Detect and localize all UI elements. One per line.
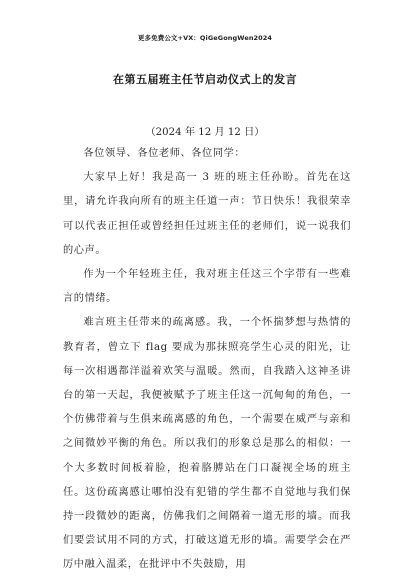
page-title: 在第五届班主任节启动仪式上的发言 bbox=[113, 73, 297, 86]
speech-body bbox=[63, 142, 351, 578]
salutation: 各位领导、各位老师、各位同学： bbox=[83, 148, 246, 159]
paragraph-2: 作为一个年轻班主任，我对班主任这三个字带有一些难言的情绪。 bbox=[63, 269, 351, 305]
speech-date: （2024 年 12 月 12 日） bbox=[145, 127, 265, 138]
paragraph-3: 难言班主任带来的疏离感。我，一个怀揣梦想与热情的教育者，曾立下 flag 要成为那抹照亮学生心灵的阳光，让每一次相遇都洋溢着欢笑与温暖。然而，自我踏入这神圣讲台的第一天起，我便被赋予了班主任这一沉甸甸的角色，一个仿佛带着与生俱来疏离感的角色，一个需要在威严与亲和之间微妙平衡的角色。所以我们的形象总是那么的相似：一个大多数时间板着脸，抱着胳膊站在门口凝视全场的班主任。这份疏离感让哪怕没有犯错的学生都不自觉地与我们保持一段微妙的距离，仿佛我们之间隔着一道无形的墙。而我们要尝试用不同的方式，打破这道无形的墙。需要学会在严厉中融入温柔，在批评中不失鼓励，用 bbox=[63, 317, 351, 571]
header-note: 更多免费公文+VX：QiGeGongWen2024 bbox=[137, 34, 273, 42]
paragraph-1: 大家早上好！我是高一 3 班的班主任孙盼。首先在这里，请允许我向所有的班主任道一声：节日快乐！我很荣幸可以代表正担任或曾经担任过班主任的老师们，说一说我们的心声。 bbox=[63, 172, 351, 256]
